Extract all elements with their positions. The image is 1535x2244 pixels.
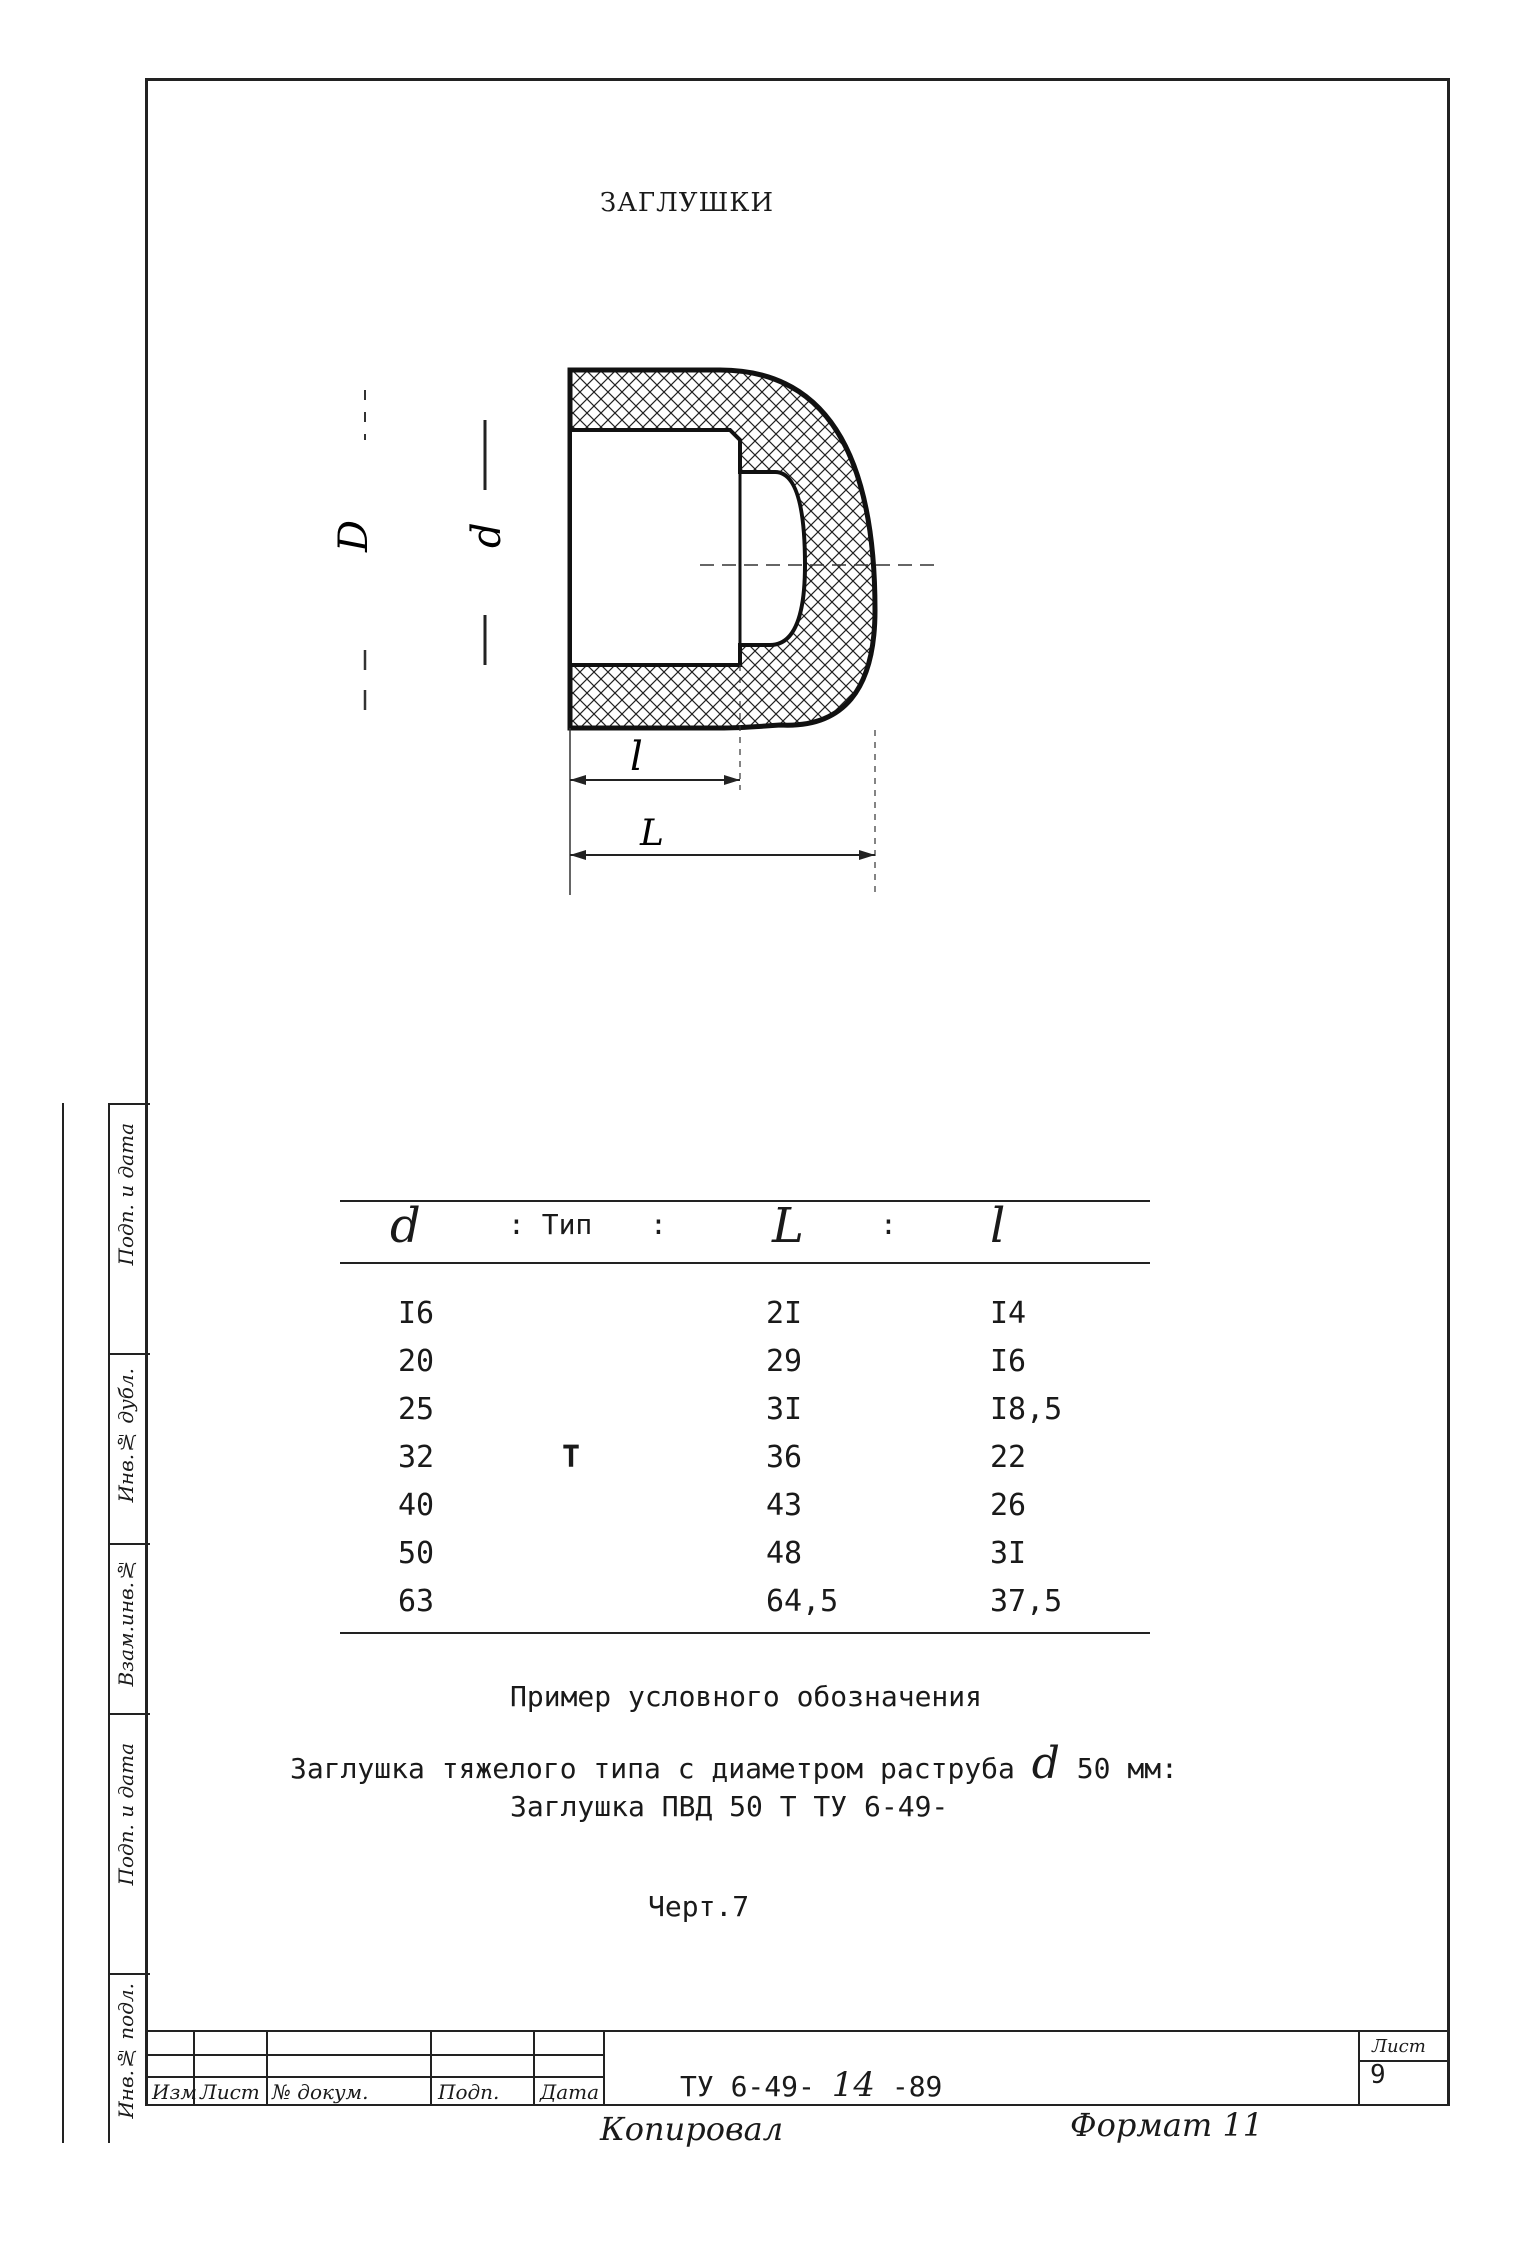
type-cell: Т <box>562 1440 581 1475</box>
header-L: L <box>772 1198 804 1254</box>
tb-col-change: Изм <box>152 2080 197 2104</box>
tb-col-sign: Подп. <box>438 2080 500 2104</box>
side-label-orig-no: Инв.№ подл. <box>114 1983 138 2119</box>
column-L <box>766 1290 838 1626</box>
example-description <box>290 1738 1178 1789</box>
plug-cross-section-drawing <box>300 350 940 910</box>
table-top-rule <box>340 1200 1150 1202</box>
tb-col-doc-no: № докум. <box>272 2080 369 2104</box>
table-cell: I6 <box>990 1344 1027 1379</box>
column-d <box>398 1290 434 1626</box>
header-sep2: : <box>880 1208 897 1241</box>
side-strip-outer <box>62 1103 110 2143</box>
dim-D-label: D <box>331 519 377 552</box>
example-d-symbol: d <box>1031 1738 1060 1789</box>
doc-prefix: ТУ 6-49- <box>680 2070 815 2103</box>
column-l <box>990 1290 1062 1626</box>
side-label-replace-no: Взам.инв.№ <box>114 1558 138 1687</box>
tb-col-date: Дата <box>540 2080 600 2104</box>
table-cell: 48 <box>766 1536 803 1571</box>
example-description-text: Заглушка тяжелого типа с диаметром раструба <box>290 1752 1015 1785</box>
tb-col-sheet: Лист <box>200 2080 260 2104</box>
table-bottom-rule <box>340 1632 1150 1634</box>
sheet-label: Лист <box>1372 2036 1426 2057</box>
document-number <box>680 2065 942 2105</box>
table-cell: 36 <box>766 1440 803 1475</box>
dim-l-label: l <box>630 734 643 780</box>
table-cell: I4 <box>990 1296 1027 1331</box>
side-label-sign-date-2: Подп. и дата <box>114 1743 138 1886</box>
example-description-unit: 50 мм: <box>1076 1752 1178 1785</box>
side-label-sign-date: Подп. и дата <box>114 1123 138 1266</box>
table-cell: 43 <box>766 1488 803 1523</box>
table-cell: 3I <box>766 1392 803 1427</box>
table-cell: 25 <box>398 1392 435 1427</box>
table-cell: 63 <box>398 1584 435 1619</box>
table-cell: 50 <box>398 1536 435 1571</box>
table-cell: 64,5 <box>766 1584 839 1619</box>
example-designation: Заглушка ПВД 50 Т ТУ 6-49- <box>510 1790 949 1823</box>
figure-reference: Черт.7 <box>648 1890 750 1923</box>
dim-d-label: d <box>464 522 510 548</box>
example-heading: Пример условного обозначения <box>510 1680 983 1713</box>
table-cell: 26 <box>990 1488 1027 1523</box>
side-label-dup-no: Инв.№ дубл. <box>114 1368 138 1503</box>
header-d: d <box>390 1198 421 1254</box>
doc-suffix: -89 <box>891 2070 943 2103</box>
table-header <box>340 1198 1150 1268</box>
table-cell: 3I <box>990 1536 1027 1571</box>
header-sep1: : <box>650 1208 667 1241</box>
side-strip <box>108 1103 150 2143</box>
table-cell: 29 <box>766 1344 803 1379</box>
table-cell: I8,5 <box>990 1392 1063 1427</box>
table-cell: 2I <box>766 1296 803 1331</box>
table-cell: 22 <box>990 1440 1027 1475</box>
format-label: Формат 11 <box>1070 2106 1264 2144</box>
header-type: : Тип <box>508 1208 593 1241</box>
table-cell: 40 <box>398 1488 435 1523</box>
copied-by-label: Копировал <box>600 2110 784 2148</box>
table-cell: 32 <box>398 1440 435 1475</box>
table-cell: 37,5 <box>990 1584 1063 1619</box>
sheet-number: 9 <box>1370 2060 1386 2090</box>
table-cell: I6 <box>398 1296 435 1331</box>
page-title: ЗАГЛУШКИ <box>600 188 775 218</box>
header-l: l <box>990 1198 1006 1254</box>
table-cell: 20 <box>398 1344 435 1379</box>
doc-handwritten-number: 14 <box>831 2065 875 2105</box>
dim-L-label: L <box>640 813 664 854</box>
